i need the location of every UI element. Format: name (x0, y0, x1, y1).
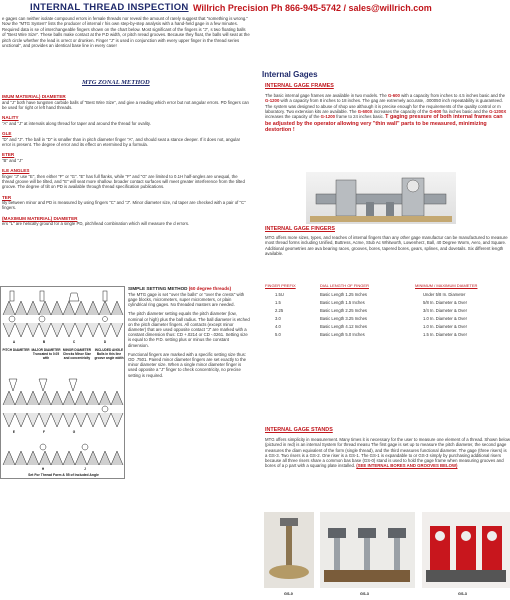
section-heading: ILE ANGLES (2, 168, 30, 174)
section-4 (2, 152, 250, 163)
finger-diagram-art (1, 287, 126, 480)
intro-paragraph: e gages can neither isolate compound errors in female threads nor reveal the amount of rarely suggest that "something is wrong." Now the "MTG System" lists the producer of internal r his own step-by-step analysis with a hand-held gage in a few minutes. Required data is se of interchangeable fingers shown on the chart below. Most significant of the fingers is "J", s two floating balls of "Best Wire Size". These balls make contact at the P.D width, or pitch nread grooves. Because they float, the balls will seat at the pitch circle whether the lead is orrect or drunken. Finger "J" is used in conjunction with every upper finger in the thread series unctional", and provides an identical base line in every case! (2, 16, 250, 49)
diagram-caption: Set For Thread Form & 55 of Included Angle (28, 472, 99, 477)
table-row: 3.0 Basic Length 3.25 Inches 1.0 In. Diameter & Over (275, 316, 467, 322)
col-header-length: DIAL LENGTH OF FINGER (320, 283, 369, 288)
table-row: 2.25 Basic Length 2.25 Inches 3/4 In. Diameter & Over (275, 308, 467, 314)
simple-setting-p3: Functional fingers are marked with a specific setting size thus: OD .7501. Paired minor diameter fingers are set exactly to the minor diameter size. When a single minor diameter finger is used opposite a "J" finger to check concentricity, no precise setting is required. (128, 351, 246, 378)
section-3 (2, 131, 250, 147)
col-label-major: MAJOR DIAMETER Truncated to 0.05 with (31, 348, 61, 360)
section-body: "B" and "J" (2, 157, 23, 163)
section-heading: ETER (2, 152, 15, 158)
simple-setting-title: SIMPLE SETTING METHOD (60 degree threads) (128, 286, 232, 291)
stand-caption-gs3-a: GS-3 (360, 592, 369, 596)
section-heading: IMUM MATERIAL) DIAMETER (2, 94, 66, 99)
fingers-text: MTG offers more sizes, types, and reaches of internal fingers than any other gage manufactur can be manufactured to measure most thread forms including Unified, Buttress, Acme, Stub Ac Whitworth, Lowenherz, Ball, 40 Degree Worm, Aero, and Square. Additional geometries are ava bearing races, grooves, bores, tapered bores, gears, splines, and dovetails. Six different length available. (265, 235, 508, 256)
finger-label-d: D (103, 340, 107, 344)
fingers-heading: INTERNAL GAGE FINGERS (265, 226, 335, 232)
stands-text: MTG offers simplicity in measurement. Many times it is necessary for the user to measure one element of a thread. Shown below (pictured in red) is an internal System for thread measu The first gage is set up to measure the pitch diameter, the second gage measures the diam equivalent of the form (single thread), and the third measures functional diameter. The gage (three risers) is a GS-3. Two risers is a GS-2. One riser is a GS-1. The GS-1 is expandable to or GS-3 simply by purchasing additional risers because all three risers share a common bas base (GS-0) stand is used to hold the gage frame when measuring grooves and bores of a p part with a squaring plate installed. (SEE INTERNAL BORES AND GROOVES BELOW) (265, 437, 510, 469)
section-body: "D" and "J". The ball in "D" is smaller than in pitch diameter finger "A", and should seat a stance deeper. If it does not, angular error is present. The degree of error and its effect on etermined by a formula. (2, 136, 241, 148)
zonal-sections (2, 92, 250, 227)
section-heading: NALITY (2, 115, 19, 121)
finger-label-a: A (12, 340, 16, 344)
finger-label-c: C (72, 340, 76, 344)
section-1 (2, 94, 250, 110)
finger-label-j: J (84, 467, 86, 471)
table-row: 5.0 Basic Length 5.0 Inches 1.5 In. Diameter & Over (275, 332, 467, 338)
section-heading: (MAXIMUM MATERIAL) DIAMETER (2, 215, 78, 221)
table-row: 1.5U Basic Length 1.25 Inches Under 5/8 In. Diameter (275, 292, 466, 298)
gage-frame-art (306, 172, 456, 224)
internal-gages-title: Internal Gages (262, 70, 318, 79)
stand-photo-gs3-b (422, 512, 510, 588)
finger-label-f: F (43, 430, 45, 434)
stands-heading: INTERNAL GAGE STANDS (265, 427, 333, 433)
section-heading: TER (2, 194, 12, 200)
col-header-prefix: FINGER PREFIX (265, 283, 296, 288)
finger-table (265, 283, 510, 339)
simple-setting-method (128, 286, 250, 382)
simple-setting-p1: The MTG gage is set "over the balls" or "over the crests" with gage blocks, micrometers, super micrometers, or plain cylindrical ring gages. No threaded masters are needed. (128, 291, 245, 308)
section-body: ers "L" are helically ground for a single PD, pitch/lead combination which will measure the d errors. (2, 221, 190, 227)
table-row: 4.0 Basic Length 4.12 Inches 1.0 In. Diameter & Over (275, 324, 467, 330)
stand-gs3-a-art (320, 512, 415, 588)
section-7 (2, 216, 250, 227)
contact-info[interactable]: Willrich Precision Ph 866-945-5742 / sales@willrich.com (193, 3, 432, 13)
right-column (262, 0, 510, 600)
left-column (0, 0, 253, 600)
section-body: "A" and "J" at intervals along thread for taper and around the thread for ovality. (2, 120, 151, 126)
col-header-diameter: MINIMUM / MAXIMUM DIAMETER (415, 283, 478, 288)
simple-setting-p2: The pitch diameter setting equals the pitch diameter (low, nominal or high) plus the ball radius. The ball diameter is etched on the pitch diameter fingers. All contacts (except minor diameter) that are used opposite contact "J" are marked with a constant dimension thus: CD +.0214 or CD -.0261. Setting size is equal to the P.D. setting plus or minus the constant dimension. (128, 311, 250, 348)
section-5 (2, 168, 250, 189)
stand-caption-gs3-b: GS-3 (458, 592, 467, 596)
section-body: and "J" both have tungsten carbide balls of "Best Wire Size", and give a reading which error but not angular errors. PD fingers can be used for right or left hand threads. (2, 99, 249, 110)
section-6 (2, 195, 250, 211)
stand-photo-gs3-a (320, 512, 415, 588)
section-body: finger "J" use "E", then either "F" or "G". "E" has full flanks, while "F" and "G" are limited to 0.1H half-angles are unequal, the thread groove will be tilted, and "E" will seat more shallow. broader contact surfaces will meet greater interference from the tilted groove. The degree of tilt on PD is available through thread specification publications. (2, 173, 245, 190)
gage-frame-photo (306, 172, 456, 224)
section-2 (2, 115, 250, 126)
finger-label-b: B (42, 340, 46, 344)
col-label-angle: INCLUDED ANGLE Balls in this line groove angle width (94, 348, 124, 360)
page-title: INTERNAL THREAD INSPECTION (30, 2, 189, 13)
frames-text: The basic internal gage frames are available in two models. The G-600 with a capacity from inches to 4.5 inches basic and the G-1200 with a capacity from 8 inches to 18 inches. The gag are extremely accurate, .000050 inch repeatability is guaranteed. The system was designed to abuse of shop use although it is precise enough for the requirements of the quality control or m laboratory. Two extension kits are available. The G-600X increases the capacity of the G-600 fra inches basic and the G-1200X increases the capacity of the G-1200 frame to 24 inches basic. T gaging pressure of both internal frames can be adjusted by the operator allowing very "thin wall" parts to be measured, minimizing destortion ! (265, 93, 507, 134)
stand-photo-gs0 (264, 512, 314, 588)
finger-label-g: G (72, 430, 76, 434)
finger-diagram (0, 286, 125, 479)
bores-grooves-link[interactable]: (SEE INTERNAL BORES AND GROOVES BELOW) (356, 463, 458, 469)
section-heading: GLE (2, 131, 12, 137)
section-body: lity between minor and PD is measured by using fingers "C" and "J". Minor diameter size, nd taper are checked with a pair of "C" fingers. (2, 200, 246, 211)
table-row: 1.5 Basic Length 1.5 Inches 5/8 In. Diameter & Over (275, 300, 467, 306)
col-label-minor: MINOR DIAMETER Checks Minor Size and concentricity (62, 348, 92, 360)
finger-label-e: E (12, 430, 16, 434)
col-label-pitch: PITCH DIAMETER (2, 348, 30, 352)
stand-gs3-b-art (422, 512, 510, 588)
stand-gs0-art (264, 512, 314, 588)
finger-label-h: H (41, 467, 45, 471)
stand-caption-gs0: GS-0 (284, 592, 293, 596)
mtg-zonal-title: MTG ZONAL METHOD (82, 79, 150, 86)
frames-heading: INTERNAL GAGE FRAMES (265, 83, 334, 89)
